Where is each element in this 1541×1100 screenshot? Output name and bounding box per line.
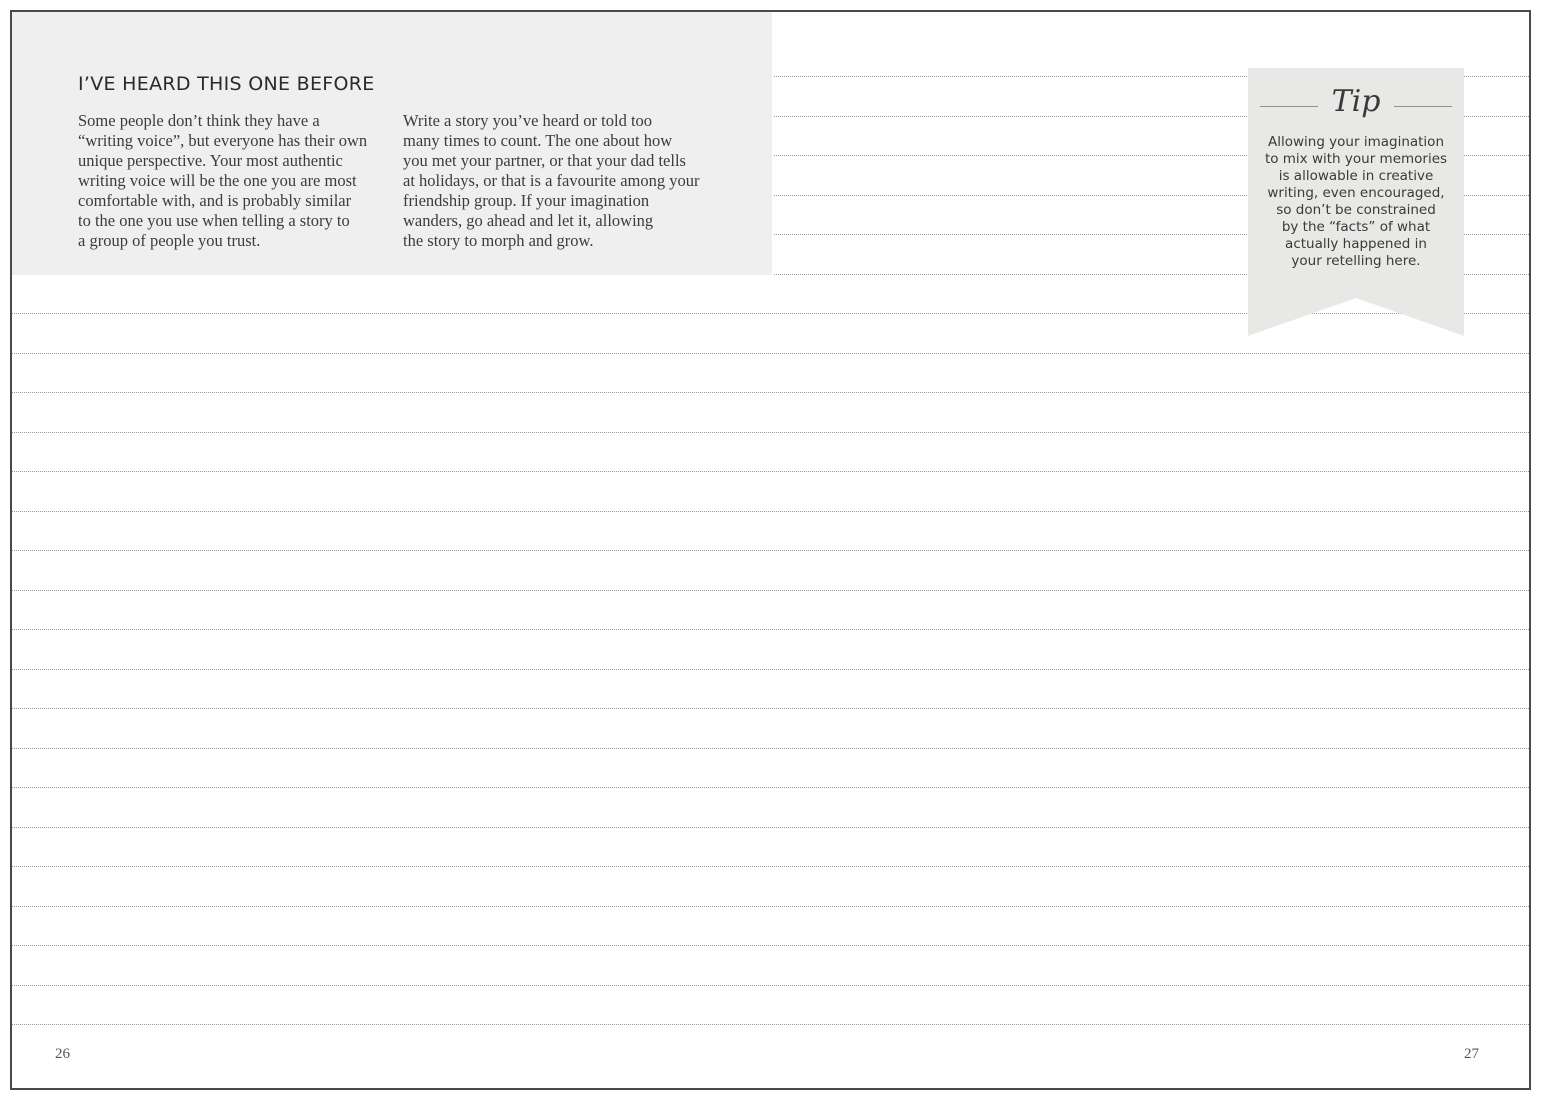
writing-line[interactable]: [12, 827, 1531, 828]
writing-line[interactable]: [12, 1024, 1531, 1025]
paragraph-line: “writing voice”, but everyone has their own: [78, 131, 368, 150]
paragraph-line: unique perspective. Your most authentic: [78, 151, 343, 170]
prompt-panel: [12, 12, 772, 275]
paragraph-line: Write a story you’ve heard or told too: [403, 111, 653, 130]
writing-line[interactable]: [12, 866, 1531, 867]
paragraph-line: the story to morph and grow.: [403, 231, 594, 250]
tip-line: to mix with your memories: [1264, 151, 1448, 167]
tip-line: your retelling here.: [1291, 253, 1421, 269]
paragraph-line: friendship group. If your imagination: [403, 191, 650, 210]
writing-line[interactable]: [12, 590, 1531, 591]
tip-line: is allowable in creative: [1278, 168, 1434, 184]
writing-line[interactable]: [12, 471, 1531, 472]
prompt-title: I’VE HEARD THIS ONE BEFORE: [78, 73, 375, 95]
prompt-intro-paragraph: [78, 111, 367, 251]
writing-line[interactable]: [12, 392, 1531, 393]
tip-line: writing, even encouraged,: [1267, 185, 1445, 201]
tip-text: [1256, 134, 1456, 270]
paragraph-line: you met your partner, or that your dad tells: [403, 151, 686, 170]
writing-line[interactable]: [12, 629, 1531, 630]
writing-line[interactable]: [12, 708, 1531, 709]
writing-line[interactable]: [12, 432, 1531, 433]
page-number-right: 27: [1464, 1046, 1479, 1062]
writing-line[interactable]: [12, 748, 1531, 749]
paragraph-line: wanders, go ahead and let it, allowing: [403, 211, 654, 230]
writing-line[interactable]: [12, 787, 1531, 788]
writing-line[interactable]: [12, 353, 1531, 354]
tip-heading: Tip: [1331, 84, 1381, 119]
tip-line: so don’t be constrained: [1276, 202, 1436, 218]
prompt-instruction-paragraph: [403, 111, 699, 251]
writing-line[interactable]: [12, 669, 1531, 670]
book-spread: [10, 10, 1531, 1090]
paragraph-line: Some people don’t think they have a: [78, 111, 320, 130]
writing-line[interactable]: [12, 550, 1531, 551]
writing-line[interactable]: [12, 945, 1531, 946]
writing-line[interactable]: [12, 985, 1531, 986]
writing-line[interactable]: [12, 511, 1531, 512]
tip-header: [1258, 80, 1454, 130]
paragraph-line: many times to count. The one about how: [403, 131, 673, 150]
tip-divider-right: [1394, 106, 1452, 107]
paragraph-line: at holidays, or that is a favourite among your: [403, 171, 700, 190]
writing-line[interactable]: [12, 906, 1531, 907]
tip-line: actually happened in: [1285, 236, 1427, 252]
paragraph-line: to the one you use when telling a story to: [78, 211, 350, 230]
tip-ribbon: [1248, 68, 1464, 336]
paragraph-line: a group of people you trust.: [78, 231, 261, 250]
tip-line: by the “facts” of what: [1281, 219, 1431, 235]
tip-line: Allowing your imagination: [1267, 134, 1445, 150]
paragraph-line: writing voice will be the one you are most: [78, 171, 357, 190]
page-number-left: 26: [55, 1046, 70, 1062]
paragraph-line: comfortable with, and is probably similar: [78, 191, 352, 210]
